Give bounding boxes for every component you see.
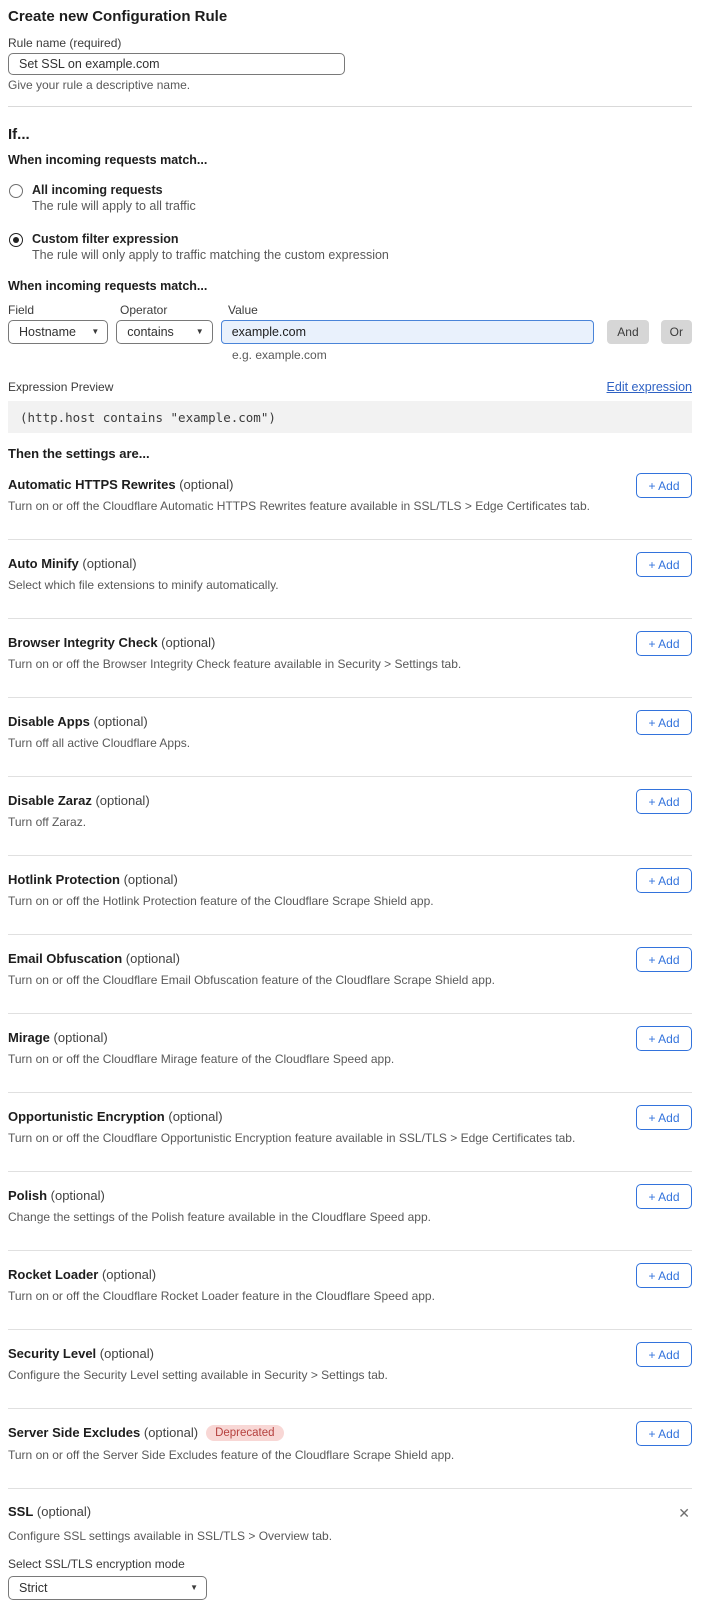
setting-description: Change the settings of the Polish feature available in the Cloudflare Speed app. — [8, 1210, 431, 1224]
expression-preview-header — [8, 380, 692, 394]
add-button[interactable]: + Add — [636, 1342, 692, 1367]
setting-title: Automatic HTTPS Rewrites (optional) — [8, 477, 234, 492]
setting-description: Turn on or off the Cloudflare Automatic HTTPS Rewrites feature available in SSL/TLS > Edge Certificates tab. — [8, 499, 590, 513]
setting-title: Opportunistic Encryption (optional) — [8, 1109, 223, 1124]
add-button[interactable]: + Add — [636, 947, 692, 972]
setting-title: SSL (optional) — [8, 1504, 92, 1519]
setting-row-auto-minify — [8, 540, 692, 619]
divider — [8, 106, 692, 107]
add-button[interactable]: + Add — [636, 1026, 692, 1051]
setting-row-opportunistic-encryption — [8, 1093, 692, 1172]
setting-title: Rocket Loader (optional) — [8, 1267, 157, 1282]
rule-name-label: Rule name (required) — [8, 36, 122, 50]
setting-row-server-side-excludes — [8, 1409, 692, 1489]
setting-title: Browser Integrity Check (optional) — [8, 635, 216, 650]
setting-description: Turn on or off the Browser Integrity Check feature available in Security > Settings tab. — [8, 657, 462, 671]
field-select[interactable] — [8, 320, 108, 344]
field-column-label: Field — [8, 303, 35, 317]
radio-label: Custom filter expression — [32, 232, 179, 246]
radio-option-all-incoming-requests[interactable] — [8, 183, 692, 213]
setting-title: Auto Minify (optional) — [8, 556, 137, 571]
add-button[interactable]: + Add — [636, 789, 692, 814]
setting-title: Mirage (optional) — [8, 1030, 108, 1045]
setting-title: Polish (optional) — [8, 1188, 105, 1203]
setting-title: Server Side Excludes (optional) Deprecated — [8, 1425, 692, 1441]
setting-title: Disable Apps (optional) — [8, 714, 148, 729]
operator-column-label: Operator — [120, 303, 168, 317]
add-button[interactable]: + Add — [636, 1184, 692, 1209]
page-title: Create new Configuration Rule — [8, 8, 228, 25]
rule-name-helper: Give your rule a descriptive name. — [8, 78, 191, 92]
setting-row-automatic-https-rewrites — [8, 461, 692, 540]
add-button[interactable]: + Add — [636, 1263, 692, 1288]
edit-expression-link[interactable]: Edit expression — [606, 380, 692, 394]
setting-description: Configure the Security Level setting available in Security > Settings tab. — [8, 1368, 388, 1382]
expression-builder-heading: When incoming requests match... — [8, 279, 208, 293]
expression-builder-row — [8, 320, 692, 344]
setting-row-security-level — [8, 1330, 692, 1409]
add-button[interactable]: + Add — [636, 1421, 692, 1446]
setting-description: Turn off all active Cloudflare Apps. — [8, 736, 191, 750]
setting-description: Turn on or off the Cloudflare Mirage feature of the Cloudflare Speed app. — [8, 1052, 395, 1066]
setting-row-email-obfuscation — [8, 935, 692, 1014]
setting-row-disable-apps — [8, 698, 692, 777]
add-button[interactable]: + Add — [636, 473, 692, 498]
setting-description: Turn off Zaraz. — [8, 815, 87, 829]
setting-description: Turn on or off the Cloudflare Rocket Loader feature in the Cloudflare Speed app. — [8, 1289, 435, 1303]
setting-title: Email Obfuscation (optional) — [8, 951, 180, 966]
ssl-mode-select-label: Select SSL/TLS encryption mode — [8, 1557, 185, 1571]
chevron-down-icon: ▼ — [195, 327, 204, 336]
add-button[interactable]: + Add — [636, 710, 692, 735]
radio-description: The rule will only apply to traffic matching the custom expression — [32, 248, 389, 262]
chevron-down-icon: ▼ — [91, 327, 100, 336]
radio-icon[interactable] — [9, 184, 23, 198]
value-helper: e.g. example.com — [232, 348, 327, 362]
setting-description: Turn on or off the Cloudflare Opportunistic Encryption feature available in SSL/TLS > Edge Certificates tab. — [8, 1131, 576, 1145]
setting-row-hotlink-protection — [8, 856, 692, 935]
operator-select-value: contains — [127, 325, 174, 339]
field-select-value: Hostname — [19, 325, 76, 339]
radio-option-custom-filter-expression[interactable] — [8, 232, 692, 262]
operator-select[interactable] — [116, 320, 212, 344]
setting-description: Select which file extensions to minify automatically. — [8, 578, 279, 592]
expression-preview-label: Expression Preview — [8, 380, 114, 394]
setting-row-rocket-loader — [8, 1251, 692, 1330]
close-icon[interactable]: ✕ — [678, 1505, 690, 1521]
add-button[interactable]: + Add — [636, 552, 692, 577]
setting-row-browser-integrity-check — [8, 619, 692, 698]
add-button[interactable]: + Add — [636, 868, 692, 893]
rule-name-input[interactable] — [8, 53, 345, 75]
then-heading: Then the settings are... — [8, 446, 150, 461]
ssl-mode-select[interactable] — [8, 1576, 207, 1600]
setting-title: Security Level (optional) — [8, 1346, 154, 1361]
radio-description: The rule will apply to all traffic — [32, 199, 196, 213]
value-column-label: Value — [228, 303, 258, 317]
ssl-setting-panel — [8, 1489, 692, 1600]
setting-row-mirage — [8, 1014, 692, 1093]
builder-column-headers — [8, 303, 692, 317]
ssl-mode-select-value: Strict — [19, 1581, 48, 1595]
radio-label: All incoming requests — [32, 183, 163, 197]
expression-preview-code: (http.host contains "example.com") — [8, 401, 692, 433]
radio-icon-selected[interactable] — [9, 233, 23, 247]
setting-row-polish — [8, 1172, 692, 1251]
or-button[interactable]: Or — [661, 320, 692, 344]
setting-description: Turn on or off the Cloudflare Email Obfuscation feature of the Cloudflare Scrape Shield app. — [8, 973, 495, 987]
add-button[interactable]: + Add — [636, 1105, 692, 1130]
setting-description: Configure SSL settings available in SSL/TLS > Overview tab. — [8, 1529, 333, 1543]
setting-row-disable-zaraz — [8, 777, 692, 856]
add-button[interactable]: + Add — [636, 631, 692, 656]
value-input[interactable] — [221, 320, 595, 344]
deprecated-badge: Deprecated — [206, 1425, 283, 1441]
setting-title: Hotlink Protection (optional) — [8, 872, 178, 887]
match-heading: When incoming requests match... — [8, 153, 208, 167]
chevron-down-icon: ▼ — [190, 1583, 198, 1592]
setting-description: Turn on or off the Hotlink Protection feature of the Cloudflare Scrape Shield app. — [8, 894, 434, 908]
if-heading: If... — [8, 126, 30, 143]
setting-title: Disable Zaraz (optional) — [8, 793, 150, 808]
setting-description: Turn on or off the Server Side Excludes feature of the Cloudflare Scrape Shield app. — [8, 1448, 455, 1462]
and-button[interactable]: And — [607, 320, 648, 344]
